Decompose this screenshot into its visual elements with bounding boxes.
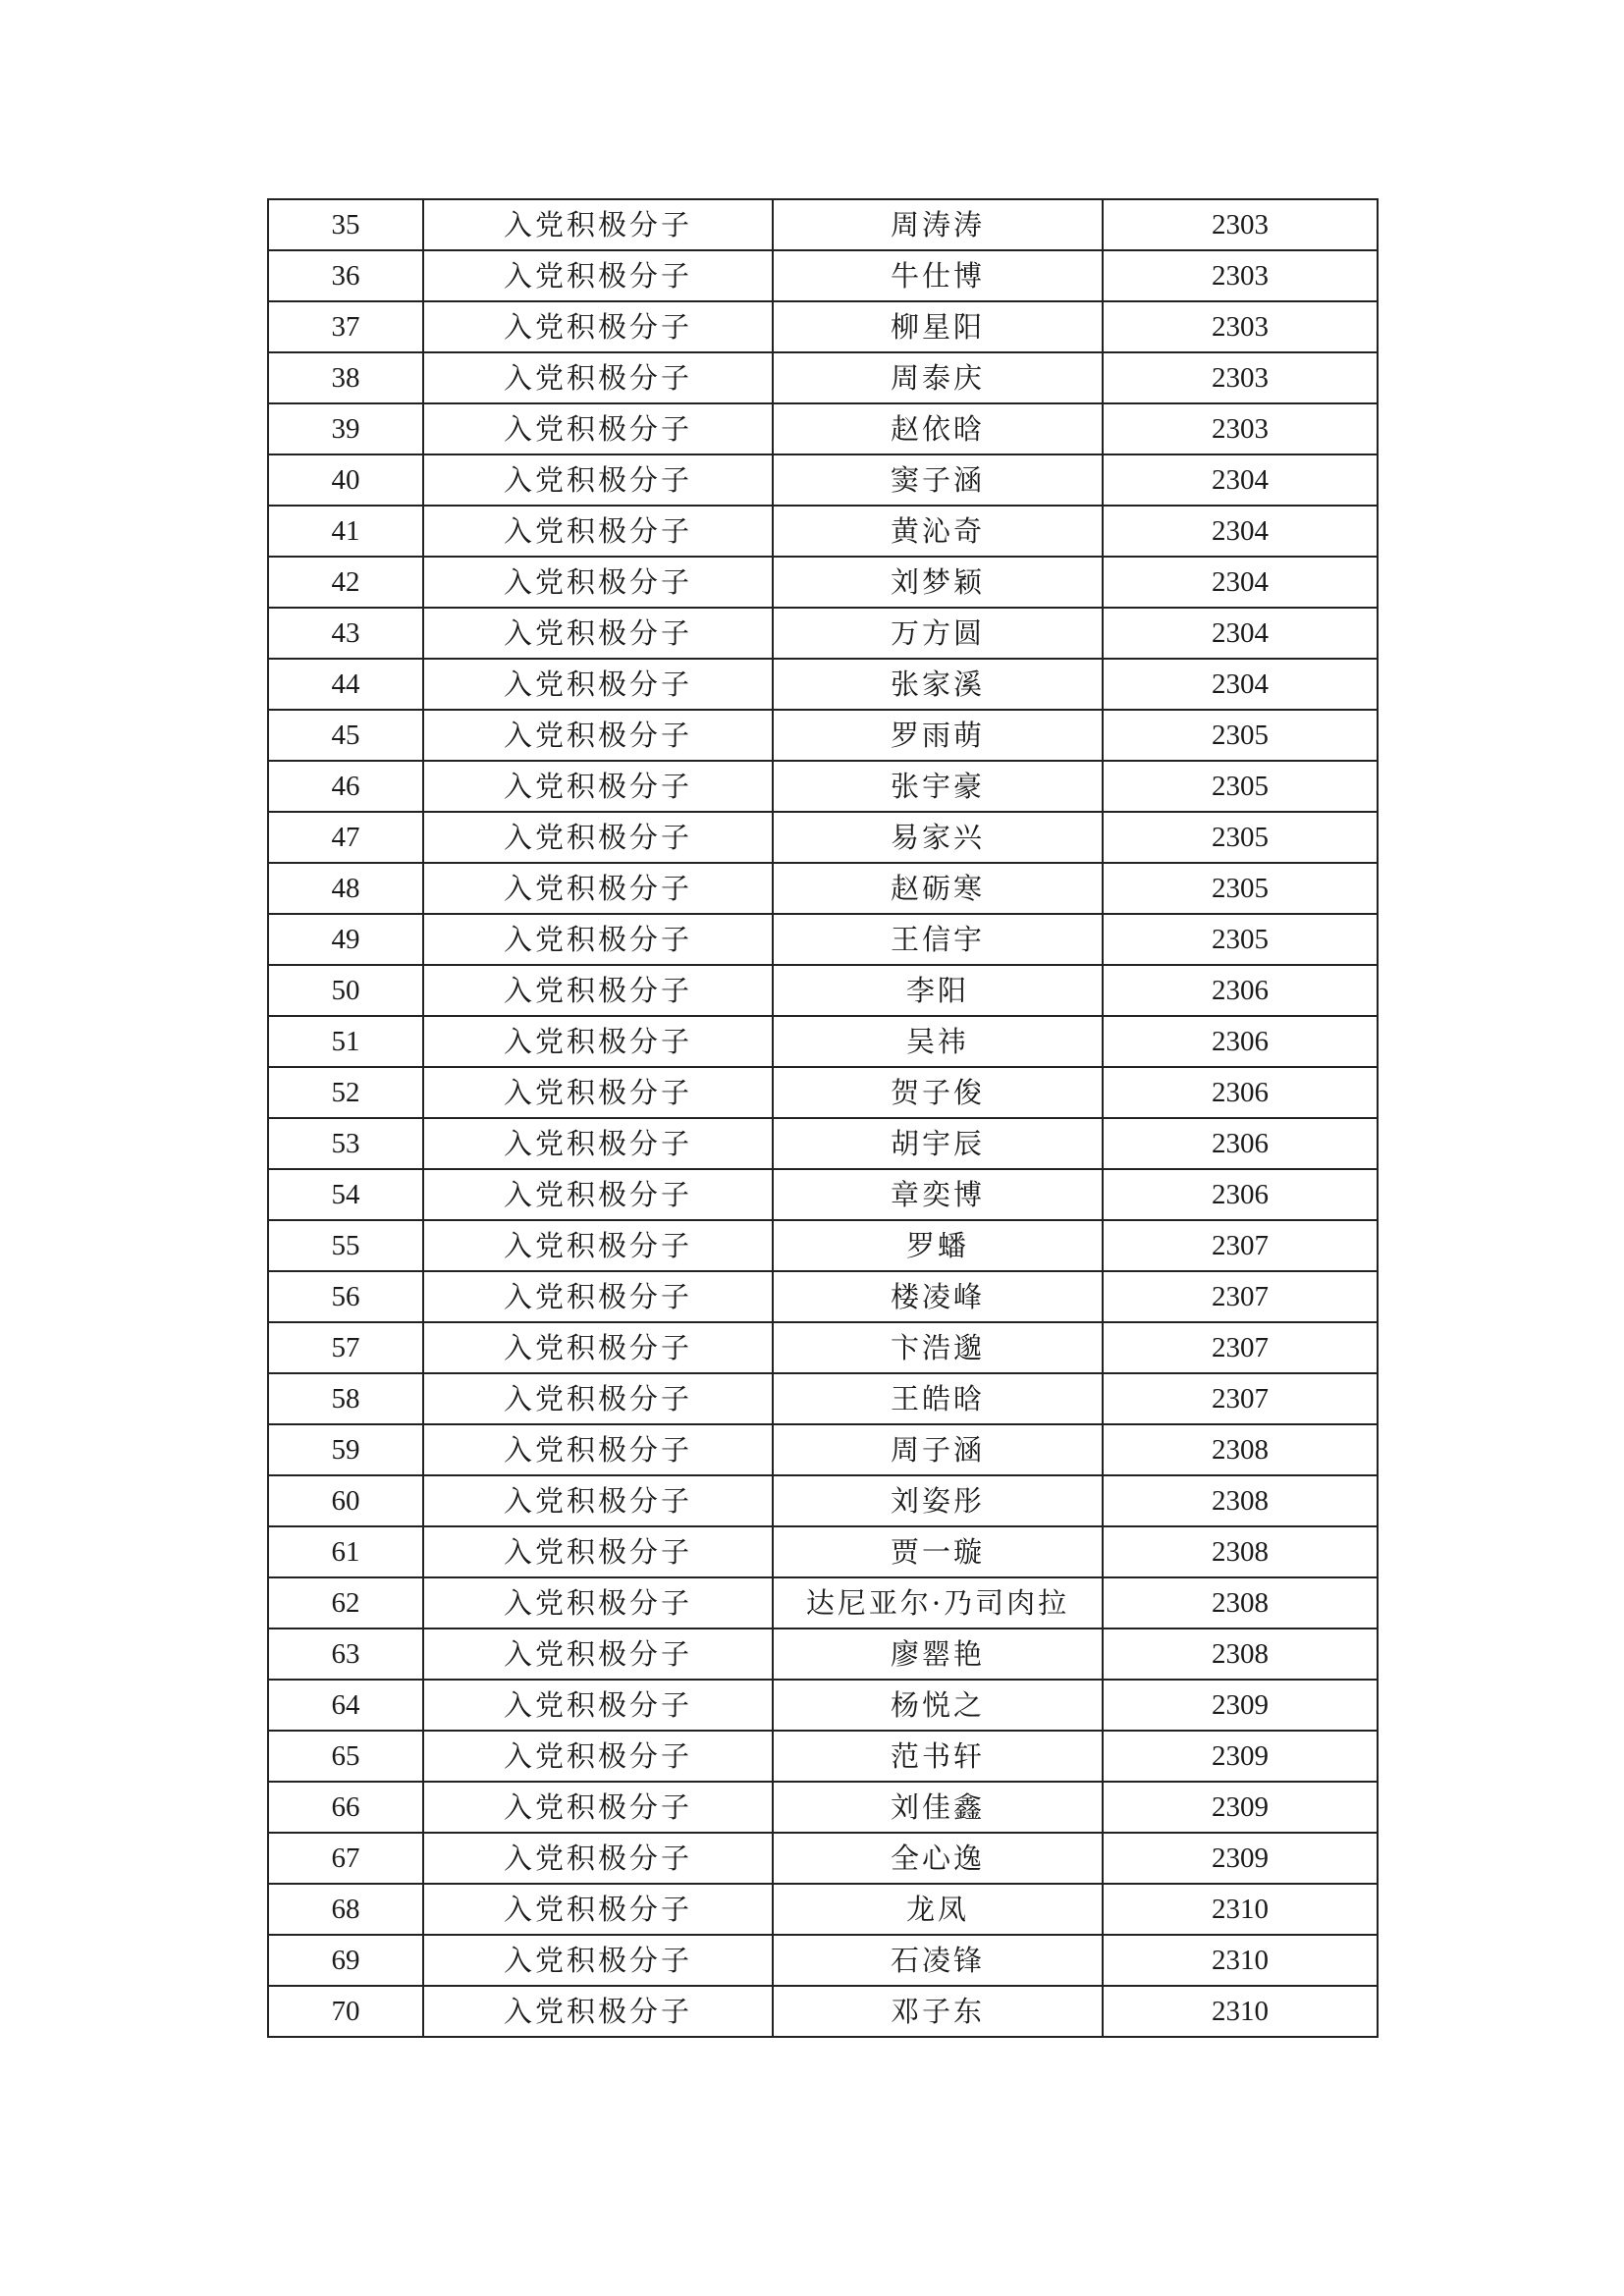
table-row: [268, 710, 1378, 761]
student-name-cell: 万方圆: [773, 608, 1103, 659]
row-number-cell: 42: [268, 557, 423, 608]
student-name-cell: 周泰庆: [773, 352, 1103, 403]
class-number-cell: 2303: [1103, 301, 1378, 352]
row-number-cell: 56: [268, 1271, 423, 1322]
table-row: [268, 403, 1378, 454]
class-number-cell: 2309: [1103, 1731, 1378, 1782]
member-type-cell: 入党积极分子: [423, 1680, 773, 1731]
class-number-cell: 2308: [1103, 1475, 1378, 1526]
student-name-cell: 李阳: [773, 965, 1103, 1016]
row-number-cell: 43: [268, 608, 423, 659]
class-number-cell: 2303: [1103, 403, 1378, 454]
table-row: [268, 761, 1378, 812]
row-number-cell: 36: [268, 250, 423, 301]
row-number-cell: 67: [268, 1833, 423, 1884]
student-name-cell: 周子涵: [773, 1424, 1103, 1475]
table-row: [268, 1424, 1378, 1475]
class-number-cell: 2307: [1103, 1271, 1378, 1322]
row-number-cell: 47: [268, 812, 423, 863]
student-name-cell: 刘姿彤: [773, 1475, 1103, 1526]
class-number-cell: 2307: [1103, 1373, 1378, 1424]
member-type-cell: 入党积极分子: [423, 1220, 773, 1271]
row-number-cell: 68: [268, 1884, 423, 1935]
table-row: [268, 1731, 1378, 1782]
member-type-cell: 入党积极分子: [423, 1475, 773, 1526]
row-number-cell: 61: [268, 1526, 423, 1577]
student-name-cell: 全心逸: [773, 1833, 1103, 1884]
table-row: [268, 1577, 1378, 1629]
row-number-cell: 39: [268, 403, 423, 454]
class-number-cell: 2305: [1103, 914, 1378, 965]
student-name-cell: 卞浩邈: [773, 1322, 1103, 1373]
class-number-cell: 2303: [1103, 199, 1378, 250]
class-number-cell: 2305: [1103, 863, 1378, 914]
student-name-cell: 廖罂艳: [773, 1629, 1103, 1680]
table-row: [268, 454, 1378, 506]
member-type-cell: 入党积极分子: [423, 557, 773, 608]
table-row: [268, 1884, 1378, 1935]
roster-table-body: [268, 199, 1378, 2037]
member-type-cell: 入党积极分子: [423, 914, 773, 965]
class-number-cell: 2306: [1103, 965, 1378, 1016]
row-number-cell: 70: [268, 1986, 423, 2037]
class-number-cell: 2310: [1103, 1986, 1378, 2037]
member-type-cell: 入党积极分子: [423, 1424, 773, 1475]
table-row: [268, 965, 1378, 1016]
member-type-cell: 入党积极分子: [423, 250, 773, 301]
roster-table: [267, 198, 1379, 2038]
student-name-cell: 邓子东: [773, 1986, 1103, 2037]
table-row: [268, 506, 1378, 557]
class-number-cell: 2304: [1103, 557, 1378, 608]
class-number-cell: 2304: [1103, 506, 1378, 557]
table-row: [268, 1220, 1378, 1271]
row-number-cell: 48: [268, 863, 423, 914]
row-number-cell: 37: [268, 301, 423, 352]
student-name-cell: 赵依晗: [773, 403, 1103, 454]
table-row: [268, 1680, 1378, 1731]
table-row: [268, 250, 1378, 301]
class-number-cell: 2310: [1103, 1935, 1378, 1986]
member-type-cell: 入党积极分子: [423, 1322, 773, 1373]
member-type-cell: 入党积极分子: [423, 761, 773, 812]
student-name-cell: 龙凤: [773, 1884, 1103, 1935]
row-number-cell: 45: [268, 710, 423, 761]
member-type-cell: 入党积极分子: [423, 352, 773, 403]
row-number-cell: 50: [268, 965, 423, 1016]
class-number-cell: 2307: [1103, 1322, 1378, 1373]
student-name-cell: 易家兴: [773, 812, 1103, 863]
table-row: [268, 1016, 1378, 1067]
student-name-cell: 刘佳鑫: [773, 1782, 1103, 1833]
member-type-cell: 入党积极分子: [423, 1935, 773, 1986]
class-number-cell: 2306: [1103, 1016, 1378, 1067]
member-type-cell: 入党积极分子: [423, 1526, 773, 1577]
row-number-cell: 52: [268, 1067, 423, 1118]
row-number-cell: 65: [268, 1731, 423, 1782]
member-type-cell: 入党积极分子: [423, 710, 773, 761]
row-number-cell: 69: [268, 1935, 423, 1986]
table-row: [268, 1782, 1378, 1833]
student-name-cell: 贾一璇: [773, 1526, 1103, 1577]
member-type-cell: 入党积极分子: [423, 812, 773, 863]
student-name-cell: 王皓晗: [773, 1373, 1103, 1424]
student-name-cell: 章奕博: [773, 1169, 1103, 1220]
member-type-cell: 入党积极分子: [423, 1118, 773, 1169]
table-row: [268, 1118, 1378, 1169]
class-number-cell: 2305: [1103, 710, 1378, 761]
student-name-cell: 罗雨萌: [773, 710, 1103, 761]
table-row: [268, 301, 1378, 352]
row-number-cell: 54: [268, 1169, 423, 1220]
class-number-cell: 2306: [1103, 1118, 1378, 1169]
table-row: [268, 659, 1378, 710]
row-number-cell: 57: [268, 1322, 423, 1373]
class-number-cell: 2306: [1103, 1169, 1378, 1220]
row-number-cell: 53: [268, 1118, 423, 1169]
row-number-cell: 55: [268, 1220, 423, 1271]
member-type-cell: 入党积极分子: [423, 659, 773, 710]
class-number-cell: 2308: [1103, 1424, 1378, 1475]
row-number-cell: 63: [268, 1629, 423, 1680]
student-name-cell: 楼凌峰: [773, 1271, 1103, 1322]
row-number-cell: 58: [268, 1373, 423, 1424]
row-number-cell: 41: [268, 506, 423, 557]
member-type-cell: 入党积极分子: [423, 1067, 773, 1118]
class-number-cell: 2304: [1103, 454, 1378, 506]
table-row: [268, 557, 1378, 608]
member-type-cell: 入党积极分子: [423, 454, 773, 506]
class-number-cell: 2303: [1103, 250, 1378, 301]
student-name-cell: 吴祎: [773, 1016, 1103, 1067]
member-type-cell: 入党积极分子: [423, 1016, 773, 1067]
member-type-cell: 入党积极分子: [423, 863, 773, 914]
row-number-cell: 44: [268, 659, 423, 710]
member-type-cell: 入党积极分子: [423, 1373, 773, 1424]
row-number-cell: 59: [268, 1424, 423, 1475]
class-number-cell: 2308: [1103, 1629, 1378, 1680]
row-number-cell: 66: [268, 1782, 423, 1833]
student-name-cell: 刘梦颖: [773, 557, 1103, 608]
student-name-cell: 范书轩: [773, 1731, 1103, 1782]
row-number-cell: 62: [268, 1577, 423, 1629]
table-row: [268, 1169, 1378, 1220]
table-row: [268, 352, 1378, 403]
class-number-cell: 2303: [1103, 352, 1378, 403]
student-name-cell: 石凌锋: [773, 1935, 1103, 1986]
table-row: [268, 914, 1378, 965]
member-type-cell: 入党积极分子: [423, 1169, 773, 1220]
class-number-cell: 2304: [1103, 659, 1378, 710]
member-type-cell: 入党积极分子: [423, 1833, 773, 1884]
table-row: [268, 1373, 1378, 1424]
student-name-cell: 周涛涛: [773, 199, 1103, 250]
student-name-cell: 胡宇辰: [773, 1118, 1103, 1169]
student-name-cell: 张宇豪: [773, 761, 1103, 812]
table-row: [268, 1067, 1378, 1118]
class-number-cell: 2306: [1103, 1067, 1378, 1118]
row-number-cell: 60: [268, 1475, 423, 1526]
member-type-cell: 入党积极分子: [423, 506, 773, 557]
student-name-cell: 杨悦之: [773, 1680, 1103, 1731]
member-type-cell: 入党积极分子: [423, 1782, 773, 1833]
class-number-cell: 2310: [1103, 1884, 1378, 1935]
table-row: [268, 1271, 1378, 1322]
student-name-cell: 贺子俊: [773, 1067, 1103, 1118]
member-type-cell: 入党积极分子: [423, 1884, 773, 1935]
student-name-cell: 柳星阳: [773, 301, 1103, 352]
member-type-cell: 入党积极分子: [423, 965, 773, 1016]
class-number-cell: 2305: [1103, 812, 1378, 863]
row-number-cell: 46: [268, 761, 423, 812]
member-type-cell: 入党积极分子: [423, 1577, 773, 1629]
member-type-cell: 入党积极分子: [423, 1629, 773, 1680]
class-number-cell: 2307: [1103, 1220, 1378, 1271]
class-number-cell: 2308: [1103, 1577, 1378, 1629]
member-type-cell: 入党积极分子: [423, 403, 773, 454]
row-number-cell: 40: [268, 454, 423, 506]
member-type-cell: 入党积极分子: [423, 199, 773, 250]
student-name-cell: 牛仕博: [773, 250, 1103, 301]
class-number-cell: 2305: [1103, 761, 1378, 812]
row-number-cell: 38: [268, 352, 423, 403]
table-row: [268, 1833, 1378, 1884]
member-type-cell: 入党积极分子: [423, 301, 773, 352]
table-row: [268, 608, 1378, 659]
member-type-cell: 入党积极分子: [423, 1271, 773, 1322]
member-type-cell: 入党积极分子: [423, 1986, 773, 2037]
student-name-cell: 罗蟠: [773, 1220, 1103, 1271]
member-type-cell: 入党积极分子: [423, 1731, 773, 1782]
table-row: [268, 1526, 1378, 1577]
student-name-cell: 黄沁奇: [773, 506, 1103, 557]
class-number-cell: 2309: [1103, 1782, 1378, 1833]
student-name-cell: 赵砺寒: [773, 863, 1103, 914]
table-row: [268, 863, 1378, 914]
table-row: [268, 1475, 1378, 1526]
table-row: [268, 1986, 1378, 2037]
student-name-cell: 达尼亚尔·乃司肉拉: [773, 1577, 1103, 1629]
class-number-cell: 2309: [1103, 1680, 1378, 1731]
table-row: [268, 812, 1378, 863]
row-number-cell: 64: [268, 1680, 423, 1731]
table-row: [268, 199, 1378, 250]
class-number-cell: 2304: [1103, 608, 1378, 659]
student-name-cell: 王信宇: [773, 914, 1103, 965]
class-number-cell: 2309: [1103, 1833, 1378, 1884]
member-type-cell: 入党积极分子: [423, 608, 773, 659]
row-number-cell: 49: [268, 914, 423, 965]
table-row: [268, 1322, 1378, 1373]
table-row: [268, 1935, 1378, 1986]
student-name-cell: 张家溪: [773, 659, 1103, 710]
class-number-cell: 2308: [1103, 1526, 1378, 1577]
table-row: [268, 1629, 1378, 1680]
row-number-cell: 35: [268, 199, 423, 250]
row-number-cell: 51: [268, 1016, 423, 1067]
student-name-cell: 窦子涵: [773, 454, 1103, 506]
